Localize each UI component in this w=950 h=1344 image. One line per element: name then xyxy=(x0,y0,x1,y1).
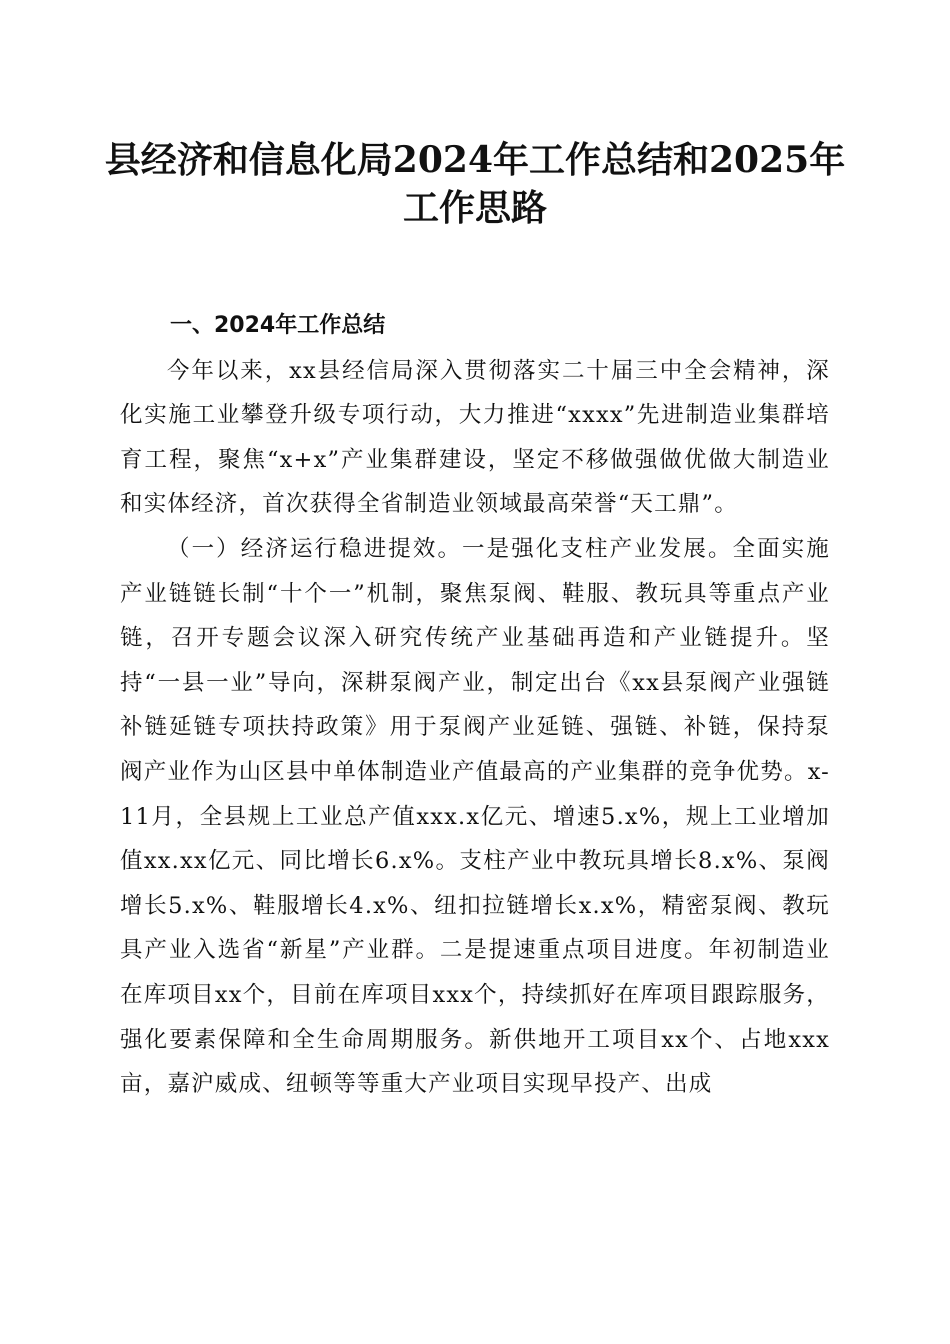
document-body xyxy=(120,304,830,1107)
title-line-2: 工作思路 xyxy=(402,187,547,229)
title-line-1: 县经济和信息化局2024年工作总结和2025年 xyxy=(104,139,846,181)
paragraph-intro: 今年以来，xx县经信局深入贯彻落实二十届三中全会精神，深化实施工业攀登升级专项行动，大力推进“xxxx”先进制造业集群培育工程，聚焦“x+x”产业集群建设，坚定不移做强做优做大制造业和实体经济，首次获得全省制造业领域最高荣誉“天工鼎”。 xyxy=(120,357,830,518)
section-heading: 一、2024年工作总结 xyxy=(170,313,386,338)
document-title xyxy=(100,136,850,232)
paragraph-economy: （一）经济运行稳进提效。一是强化支柱产业发展。全面实施产业链链长制“十个一”机制，聚焦泵阀、鞋服、教玩具等重点产业链，召开专题会议深入研究传统产业基础再造和产业链提升。坚持“一县一业”导向，深耕泵阀产业，制定出台《xx县泵阀产业强链补链延链专项扶持政策》用于泵阀产业延链、强链、补链，保持泵阀产业作为山区县中单体制造业产值最高的产业集群的竞争优势。x-11月，全县规上工业总产值xxx.x亿元、增速5.x%，规上工业增加值xx.xx亿元、同比增长6.x%。支柱产业中教玩具增长8.x%、泵阀增长5.x%、鞋服增长4.x%、纽扣拉链增长x.x%，精密泵阀、教玩具产业入选省“新星”产业群。二是提速重点项目进度。年初制造业在库项目xx个，目前在库项目xxx个，持续抓好在库项目跟踪服务，强化要素保障和全生命周期服务。新供地开工项目xx个、占地xxx亩，嘉沪威成、纽顿等等重大产业项目实现早投产、出成 xyxy=(120,535,830,1098)
